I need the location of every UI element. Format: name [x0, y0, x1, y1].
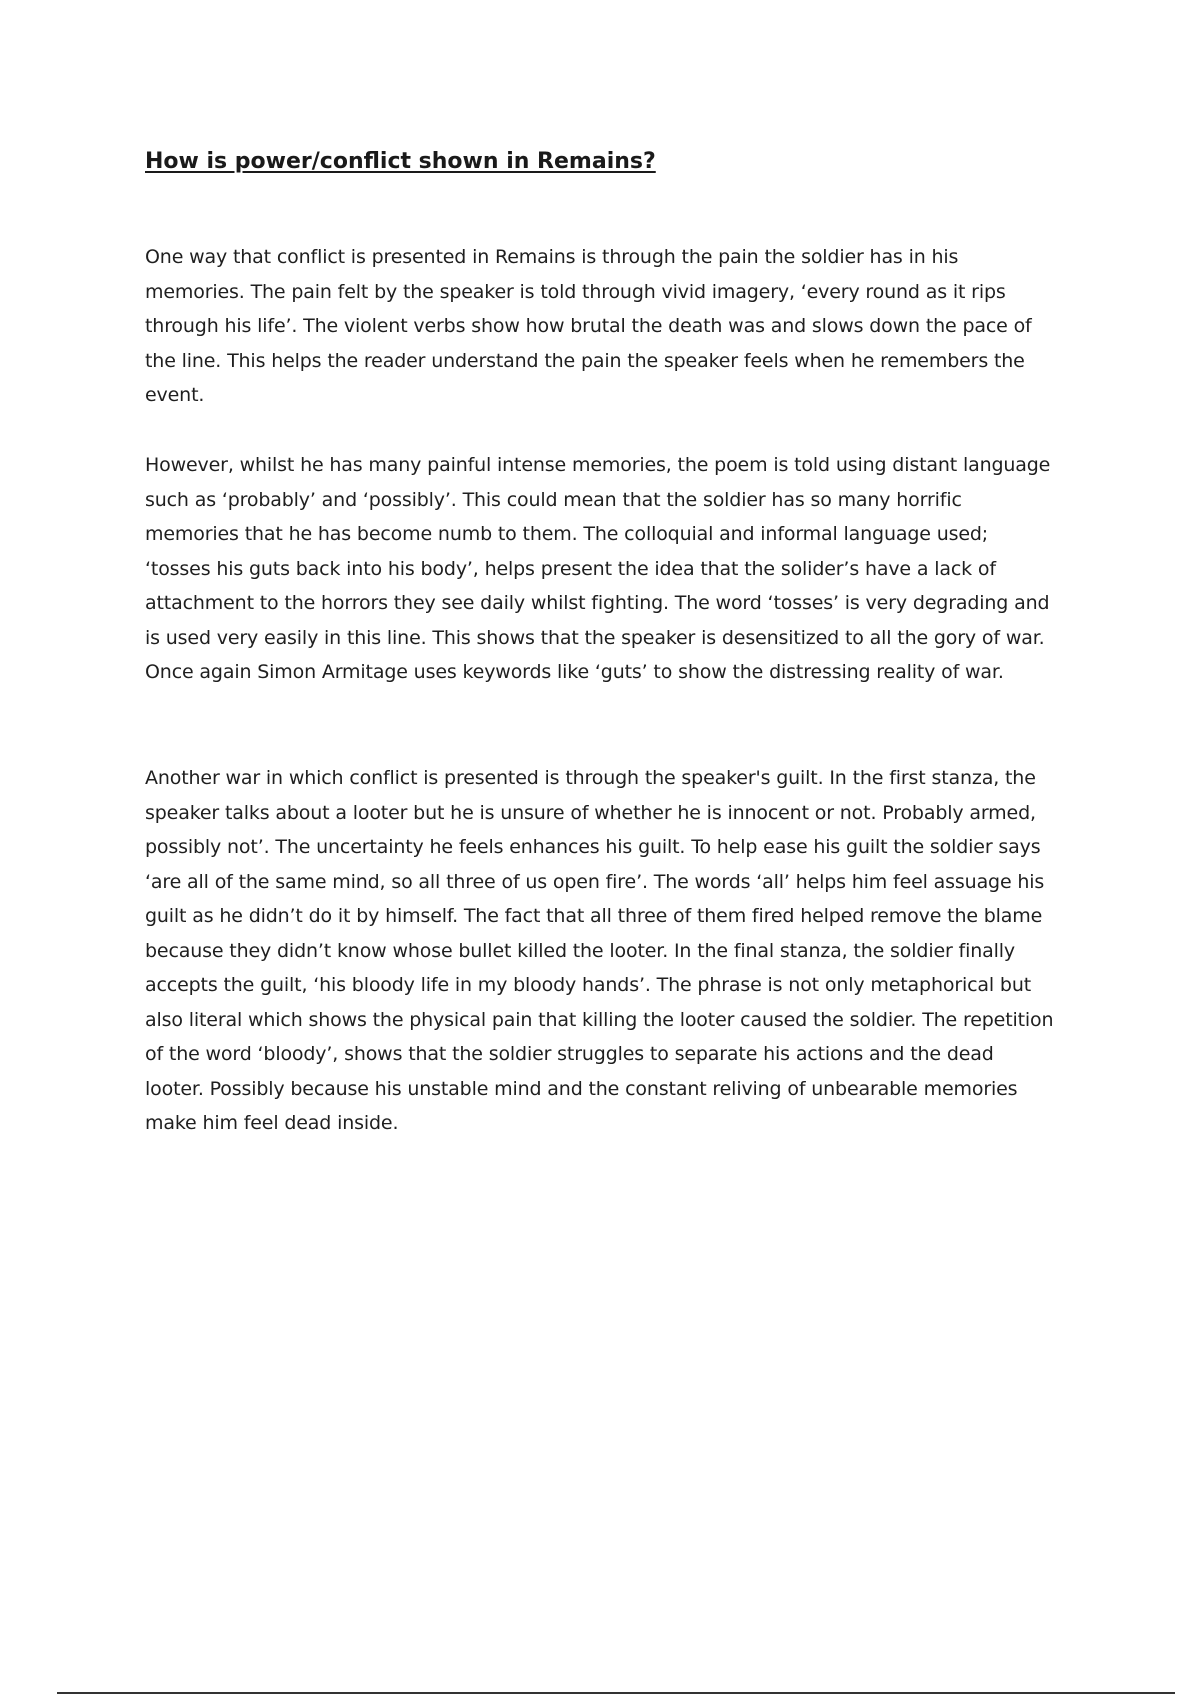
- paragraph-distant-language: However, whilst he has many painful intense memories, the poem is told using distant language such as ‘probably’ and ‘possibly’. This could mean that the soldier has so many horrific memories that he has become numb to them. The colloquial and informal language used; ‘tosses his guts back into his body’, helps present the idea that the solider’s have a lack of attachment to the horrors they see daily whilst fighting. The word ‘tosses’ is very degrading and is used very easily in this line. This shows that the speaker is desensitized to all the gory of war. Once again Simon Armitage uses keywords like ‘guts’ to show the distressing reality of war.: [145, 454, 1051, 683]
- document-title: How is power/conflict shown in Remains?: [145, 149, 656, 174]
- bottom-divider: [57, 1692, 1175, 1694]
- paragraph-pain-memories: One way that conflict is presented in Remains is through the pain the soldier has in his memories. The pain felt by the speaker is told through vivid imagery, ‘every round as it rips through his life’. The violent verbs show how brutal the death was and slows down the pace of the line. This helps the reader understand the pain the speaker feels when he remembers the event.: [145, 246, 1032, 406]
- paragraph-speaker-guilt: Another war in which conflict is presented is through the speaker's guilt. In the first stanza, the speaker talks about a looter but he is unsure of whether he is innocent or not. Probably armed, possibly not’. The uncertainty he feels enhances his guilt. To help ease his guilt the soldier says ‘are all of the same mind, so all three of us open fire’. The words ‘all’ helps him feel assuage his guilt as he didn’t do it by himself. The fact that all three of them fired helped remove the blame because they didn’t know whose bullet killed the looter. In the final stanza, the soldier finally accepts the guilt, ‘his bloody life in my bloody hands’. The phrase is not only metaphorical but also literal which shows the physical pain that killing the looter caused the soldier. The repetition of the word ‘bloody’, shows that the soldier struggles to separate his actions and the dead looter. Possibly because his unstable mind and the constant reliving of unbearable memories make him feel dead inside.: [145, 767, 1054, 1134]
